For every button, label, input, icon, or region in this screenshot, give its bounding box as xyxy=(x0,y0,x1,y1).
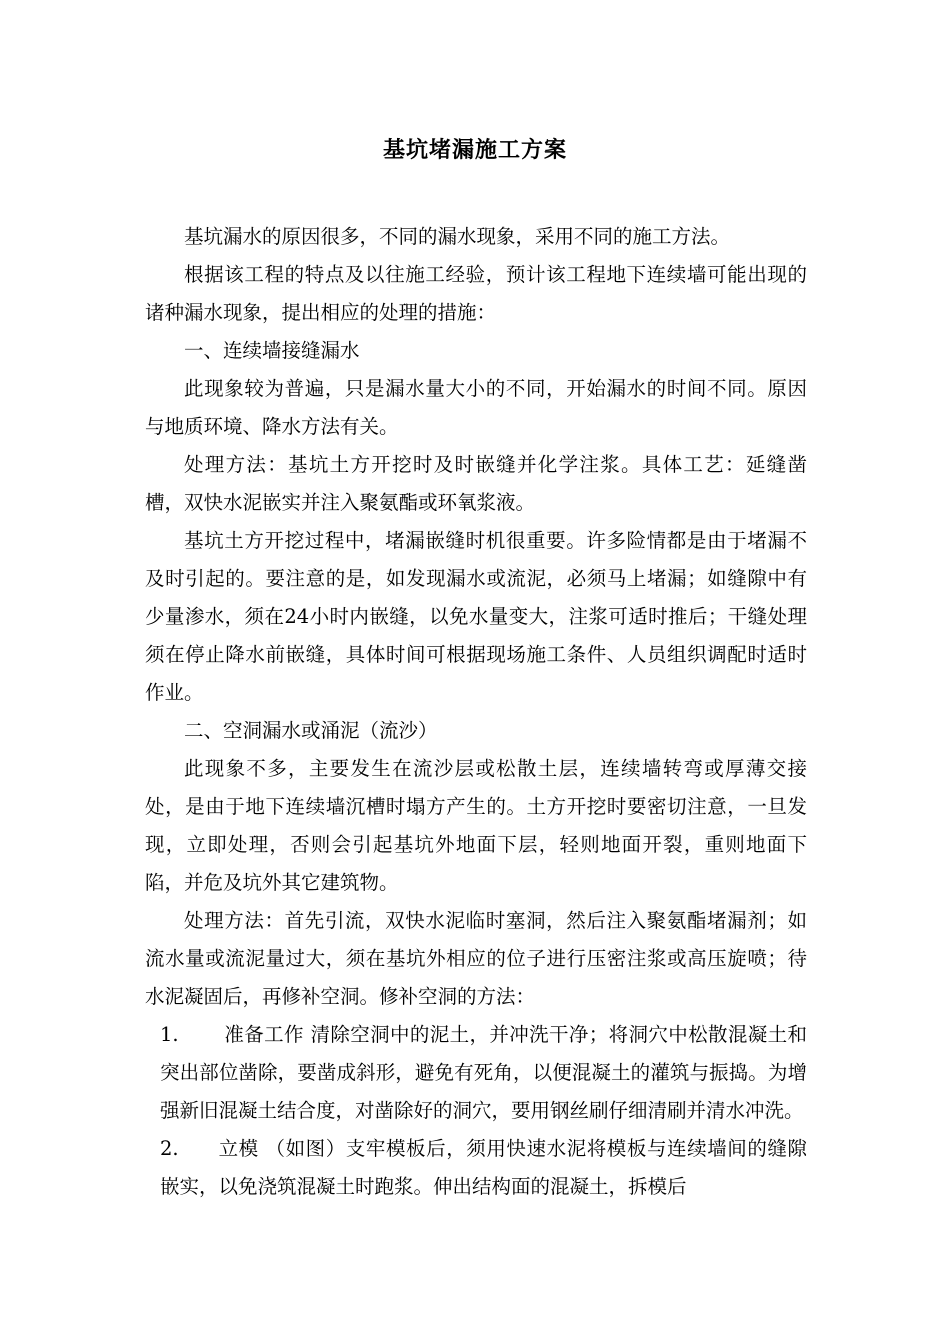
list-text: 立模 （如图）支牢模板后，须用快速水泥将模板与连续墙间的缝隙嵌实，以免浇筑混凝土时跑浆。伸出结构面的混凝土，拆模后 xyxy=(160,1137,807,1198)
list-number: 2. xyxy=(160,1137,179,1160)
paragraph-cavity-leak-cause: 此现象不多，主要发生在流沙层或松散土层，连续墙转弯或厚薄交接处，是由于地下连续墙沉槽时塌方产生的。土方开挖时要密切注意，一旦发现，立即处理，否则会引起基坑外地面下层，轻则地面开裂，重则地面下陷，并危及坑外其它建筑物。 xyxy=(145,757,807,894)
section-heading-1: 一、连续墙接缝漏水 xyxy=(184,339,360,362)
list-item-2 xyxy=(145,1130,807,1206)
paragraph-cavity-leak-method: 处理方法：首先引流，双快水泥临时塞洞，然后注入聚氨酯堵漏剂；如流水量或流泥量过大，须在基坑外相应的位子进行压密注浆或高压旋喷；待水泥凝固后，再修补空洞。修补空洞的方法： xyxy=(145,909,807,1008)
paragraph-joint-leak-cause: 此现象较为普遍，只是漏水量大小的不同，开始漏水的时间不同。原因与地质环境、降水方法有关。 xyxy=(145,377,807,438)
section-heading-2: 二、空洞漏水或涌泥（流沙） xyxy=(184,719,438,742)
paragraph-joint-leak-method: 处理方法：基坑土方开挖时及时嵌缝并化学注浆。具体工艺：延缝凿槽，双快水泥嵌实并注入聚氨酯或环氧浆液。 xyxy=(145,453,807,514)
paragraph-joint-leak-timing: 基坑土方开挖过程中，堵漏嵌缝时机很重要。许多险情都是由于堵漏不及时引起的。要注意的是，如发现漏水或流泥，必须马上堵漏；如缝隙中有少量渗水，须在24小时内嵌缝，以免水量变大，注浆可适时推后；干缝处理须在停止降水前嵌缝，具体时间可根据现场施工条件、人员组织调配时适时作业。 xyxy=(145,529,807,704)
document-body xyxy=(145,218,807,1206)
list-item-1 xyxy=(145,1016,807,1130)
list-number: 1. xyxy=(160,1023,179,1046)
paragraph-intro: 基坑漏水的原因很多，不同的漏水现象，采用不同的施工方法。 xyxy=(184,225,731,248)
document-title: 基坑堵漏施工方案 xyxy=(382,137,567,163)
list-text: 准备工作 清除空洞中的泥土，并冲洗干净；将洞穴中松散混凝土和突出部位凿除，要凿成斜形，避免有死角，以便混凝土的灌筑与振捣。为增强新旧混凝土结合度，对凿除好的洞穴，要用钢丝刷仔细清刷并清水冲洗。 xyxy=(160,1023,807,1122)
paragraph-scope: 根据该工程的特点及以往施工经验，预计该工程地下连续墙可能出现的诸种漏水现象，提出相应的处理的措施： xyxy=(145,263,807,324)
